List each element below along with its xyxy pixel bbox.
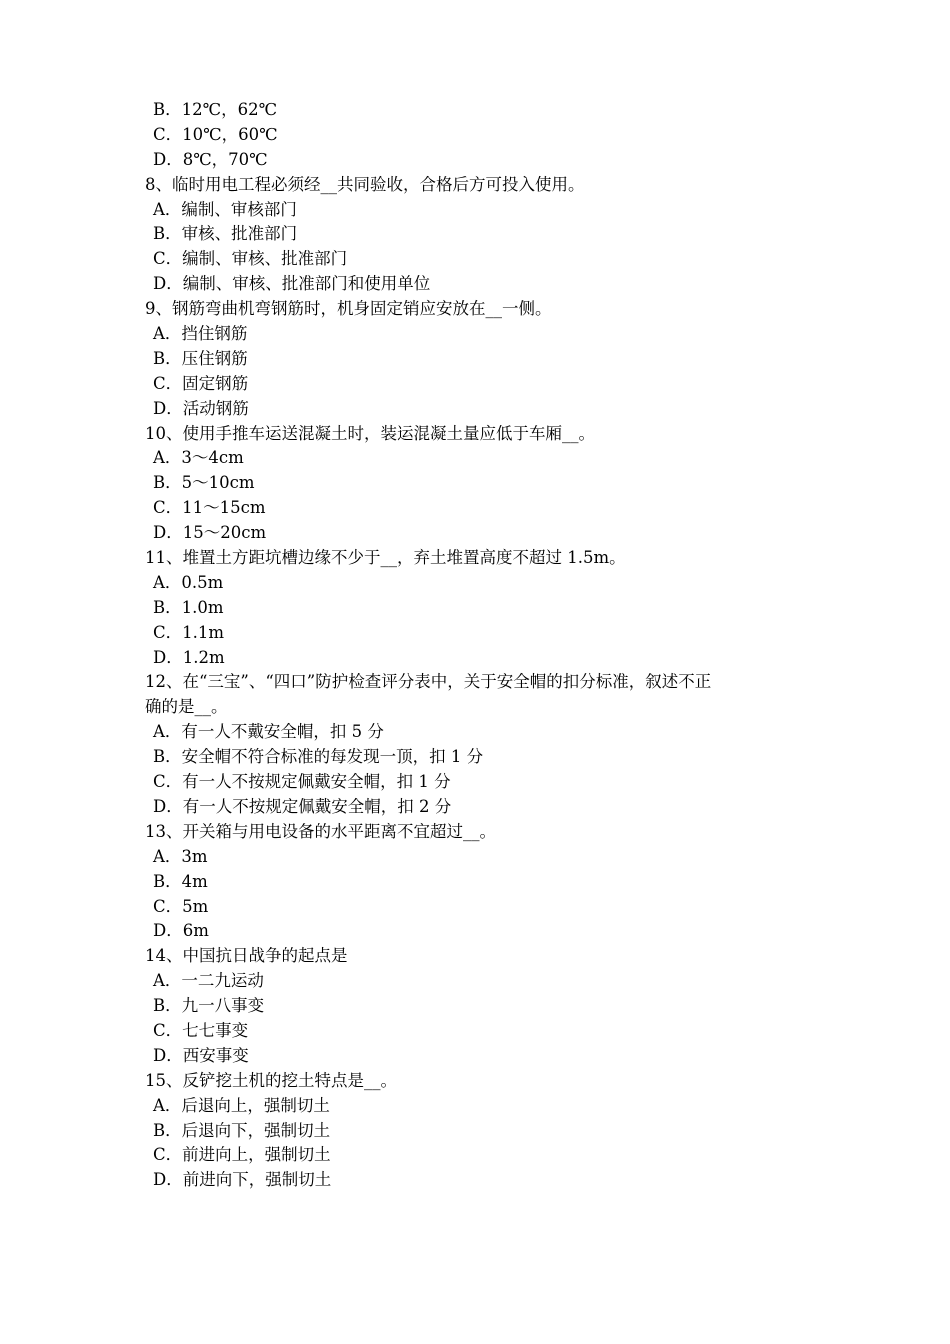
answer-option: D．6m: [153, 921, 209, 941]
answer-option: C．有一人不按规定佩戴安全帽，扣 1 分: [153, 772, 451, 792]
answer-option: A．后退向上，强制切土: [153, 1095, 330, 1115]
question-text: 11、堆置土方距坑槽边缘不少于__，弃土堆置高度不超过 1.5m。: [145, 548, 626, 568]
answer-option: C．固定钢筋: [153, 373, 249, 393]
question-text: 9、钢筋弯曲机弯钢筋时，机身固定销应安放在__一侧。: [145, 299, 552, 319]
answer-option: A．编制、审核部门: [153, 199, 297, 219]
answer-option: D．15～20cm: [153, 523, 267, 543]
answer-option: C．前进向上，强制切土: [153, 1145, 331, 1165]
document-body: [145, 98, 815, 1193]
question-text: 14、中国抗日战争的起点是: [145, 946, 348, 966]
answer-option: D．西安事变: [153, 1045, 249, 1065]
answer-option: B．审核、批准部门: [153, 224, 298, 244]
answer-option: B．压住钢筋: [153, 348, 248, 368]
answer-option: C．七七事变: [153, 1020, 249, 1040]
answer-option: B．九一八事变: [153, 996, 265, 1016]
question-text: 10、使用手推车运送混凝土时，装运混凝土量应低于车厢__。: [145, 423, 595, 443]
answer-option: A．有一人不戴安全帽，扣 5 分: [153, 722, 384, 742]
answer-option: C．1.1m: [153, 622, 225, 642]
answer-option: A．3m: [153, 846, 208, 866]
question-text: 15、反铲挖土机的挖土特点是__。: [145, 1070, 397, 1090]
answer-option: A．3～4cm: [153, 448, 244, 468]
question-text: 12、在“三宝”、“四口”防护检查评分表中，关于安全帽的扣分标准，叙述不正: [145, 672, 712, 692]
answer-option: D．编制、审核、批准部门和使用单位: [153, 274, 431, 294]
question-text: 确的是__。: [145, 697, 228, 717]
answer-option: A．一二九运动: [153, 971, 264, 991]
answer-option: A．0.5m: [153, 572, 224, 592]
answer-option: D．1.2m: [153, 647, 225, 667]
answer-option: B．后退向下，强制切土: [153, 1120, 331, 1140]
question-text: 13、开关箱与用电设备的水平距离不宜超过__。: [145, 821, 496, 841]
answer-option: B．1.0m: [153, 597, 224, 617]
answer-option: B．12℃，62℃: [153, 100, 278, 119]
answer-option: D．有一人不按规定佩戴安全帽，扣 2 分: [153, 796, 452, 816]
answer-option: C．11～15cm: [153, 498, 266, 518]
answer-option: D．活动钢筋: [153, 398, 249, 418]
answer-option: B．安全帽不符合标准的每发现一顶，扣 1 分: [153, 747, 484, 767]
question-text: 8、临时用电工程必须经__共同验收，合格后方可投入使用。: [145, 174, 585, 194]
answer-option: D．前进向下，强制切土: [153, 1170, 332, 1190]
answer-option: D．8℃，70℃: [153, 149, 268, 169]
answer-option: A．挡住钢筋: [153, 324, 248, 344]
answer-option: B．5～10cm: [153, 473, 255, 493]
answer-option: C．编制、审核、批准部门: [153, 249, 348, 269]
answer-option: C．10℃，60℃: [153, 124, 278, 144]
answer-option: C．5m: [153, 896, 209, 916]
answer-option: B．4m: [153, 871, 208, 891]
